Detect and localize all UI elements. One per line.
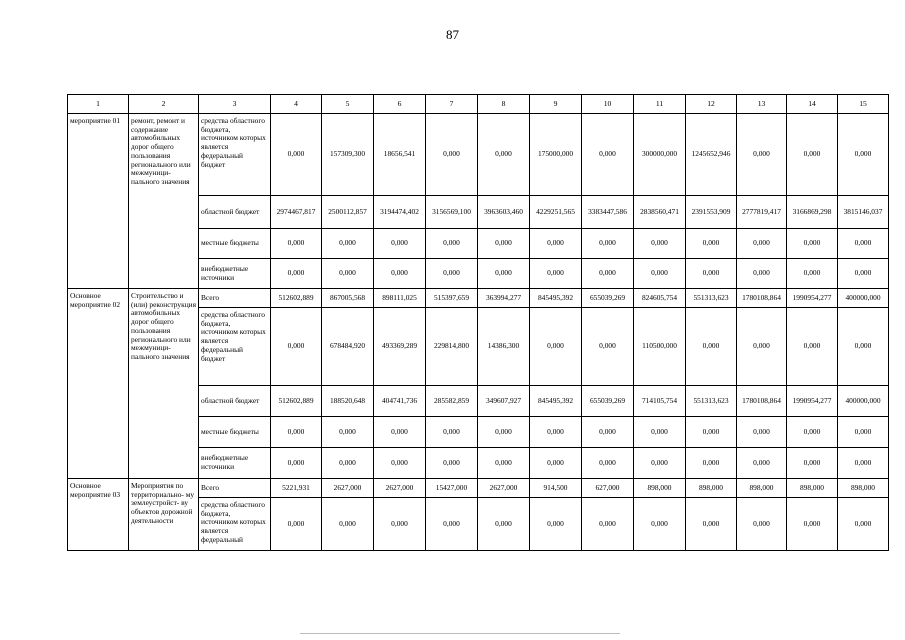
header-cell: 9: [530, 95, 582, 114]
value-cell: 0,000: [322, 498, 374, 551]
value-cell: 0,000: [737, 114, 787, 196]
value-cell: 512602,889: [271, 289, 322, 308]
value-cell: 867005,568: [322, 289, 374, 308]
value-cell: 551313,623: [686, 289, 737, 308]
value-cell: 1990954,277: [787, 289, 838, 308]
value-cell: 0,000: [478, 448, 530, 479]
value-cell: 188520,648: [322, 386, 374, 417]
value-cell: 4229251,565: [530, 196, 582, 229]
value-cell: 0,000: [787, 114, 838, 196]
value-cell: 14386,300: [478, 308, 530, 386]
value-cell: 0,000: [271, 498, 322, 551]
value-cell: 0,000: [838, 114, 889, 196]
value-cell: 0,000: [426, 259, 478, 289]
value-cell: 0,000: [374, 229, 426, 259]
value-cell: 0,000: [271, 448, 322, 479]
header-cell: 14: [787, 95, 838, 114]
value-cell: 0,000: [634, 259, 686, 289]
value-cell: 0,000: [838, 259, 889, 289]
value-cell: 0,000: [478, 229, 530, 259]
activity-name: Основное мероприятие 03: [68, 479, 129, 551]
value-cell: 0,000: [737, 259, 787, 289]
value-cell: 349607,927: [478, 386, 530, 417]
funding-source: Всего: [199, 479, 271, 498]
value-cell: 0,000: [686, 229, 737, 259]
header-cell: 7: [426, 95, 478, 114]
value-cell: 0,000: [787, 308, 838, 386]
value-cell: 285582,859: [426, 386, 478, 417]
value-cell: 0,000: [787, 417, 838, 448]
activity-description: Строительство и (или) реконструкция автомобильных дорог общего пользования регионального или межмуници- пального значения: [129, 289, 199, 479]
value-cell: 0,000: [478, 259, 530, 289]
value-cell: 18656,541: [374, 114, 426, 196]
funding-source: местные бюджеты: [199, 229, 271, 259]
value-cell: 627,000: [582, 479, 634, 498]
funding-source: внебюджетные источники: [199, 259, 271, 289]
value-cell: 0,000: [530, 448, 582, 479]
value-cell: 0,000: [530, 417, 582, 448]
header-cell: 13: [737, 95, 787, 114]
value-cell: 898,000: [737, 479, 787, 498]
value-cell: 0,000: [582, 229, 634, 259]
value-cell: 898,000: [686, 479, 737, 498]
funding-source: средства областного бюджета, источником которых является федеральный бюджет: [199, 114, 271, 196]
value-cell: 0,000: [838, 448, 889, 479]
value-cell: 0,000: [634, 229, 686, 259]
value-cell: 400000,000: [838, 386, 889, 417]
value-cell: 0,000: [787, 259, 838, 289]
activity-description: ремонт, ремонт и содержание автомобильных дорог общего пользования регионального или межмуници- пального значения: [129, 114, 199, 289]
funding-source: внебюджетные источники: [199, 448, 271, 479]
value-cell: 2777819,417: [737, 196, 787, 229]
value-cell: 15427,000: [426, 479, 478, 498]
value-cell: 0,000: [374, 498, 426, 551]
value-cell: 0,000: [838, 308, 889, 386]
header-cell: 10: [582, 95, 634, 114]
value-cell: 0,000: [271, 417, 322, 448]
value-cell: 0,000: [374, 417, 426, 448]
value-cell: 0,000: [787, 448, 838, 479]
value-cell: 3166869,298: [787, 196, 838, 229]
value-cell: 0,000: [530, 229, 582, 259]
header-cell: 5: [322, 95, 374, 114]
value-cell: 0,000: [530, 259, 582, 289]
table-row: [68, 479, 889, 498]
value-cell: 0,000: [582, 114, 634, 196]
value-cell: 175000,000: [530, 114, 582, 196]
funding-source: областной бюджет: [199, 196, 271, 229]
value-cell: 0,000: [582, 259, 634, 289]
value-cell: 0,000: [634, 417, 686, 448]
value-cell: 0,000: [737, 229, 787, 259]
funding-source: средства областного бюджета, источником которых является федеральный бюджет: [199, 308, 271, 386]
value-cell: 0,000: [322, 417, 374, 448]
value-cell: 0,000: [582, 498, 634, 551]
value-cell: 515397,659: [426, 289, 478, 308]
funding-source: Всего: [199, 289, 271, 308]
value-cell: 400000,000: [838, 289, 889, 308]
table-row: [68, 114, 889, 196]
value-cell: 0,000: [530, 308, 582, 386]
header-cell: 8: [478, 95, 530, 114]
value-cell: 0,000: [686, 448, 737, 479]
value-cell: 1780108,864: [737, 289, 787, 308]
value-cell: 3156569,100: [426, 196, 478, 229]
scan-artifact-line: [300, 633, 620, 634]
value-cell: 0,000: [271, 114, 322, 196]
value-cell: 0,000: [426, 229, 478, 259]
value-cell: 0,000: [271, 259, 322, 289]
value-cell: 678484,920: [322, 308, 374, 386]
budget-table: [67, 94, 889, 551]
value-cell: 0,000: [838, 229, 889, 259]
funding-source: средства областного бюджета, источником которых является федеральный: [199, 498, 271, 551]
value-cell: 0,000: [582, 308, 634, 386]
value-cell: 845495,392: [530, 289, 582, 308]
header-cell: 12: [686, 95, 737, 114]
value-cell: 0,000: [374, 448, 426, 479]
value-cell: 898,000: [787, 479, 838, 498]
value-cell: 0,000: [686, 259, 737, 289]
value-cell: 0,000: [374, 259, 426, 289]
value-cell: 0,000: [271, 229, 322, 259]
value-cell: 2391553,909: [686, 196, 737, 229]
value-cell: 0,000: [686, 498, 737, 551]
value-cell: 0,000: [478, 114, 530, 196]
value-cell: 0,000: [530, 498, 582, 551]
value-cell: 0,000: [322, 259, 374, 289]
value-cell: 898,000: [634, 479, 686, 498]
value-cell: 3194474,402: [374, 196, 426, 229]
value-cell: 3383447,586: [582, 196, 634, 229]
value-cell: 0,000: [737, 498, 787, 551]
activity-name: мероприятие 01: [68, 114, 129, 289]
header-cell: 2: [129, 95, 199, 114]
value-cell: 0,000: [737, 308, 787, 386]
value-cell: 0,000: [737, 448, 787, 479]
header-cell: 1: [68, 95, 129, 114]
value-cell: 5221,931: [271, 479, 322, 498]
value-cell: 0,000: [737, 417, 787, 448]
value-cell: 2627,000: [478, 479, 530, 498]
value-cell: 363994,277: [478, 289, 530, 308]
value-cell: 404741,736: [374, 386, 426, 417]
header-cell: 4: [271, 95, 322, 114]
value-cell: 1245652,946: [686, 114, 737, 196]
value-cell: 655039,269: [582, 289, 634, 308]
value-cell: 2627,000: [374, 479, 426, 498]
page-number: 87: [446, 27, 459, 42]
value-cell: 0,000: [426, 498, 478, 551]
value-cell: 0,000: [478, 498, 530, 551]
table-row: [68, 289, 889, 308]
value-cell: 3963603,460: [478, 196, 530, 229]
value-cell: 157309,300: [322, 114, 374, 196]
header-cell: 3: [199, 95, 271, 114]
value-cell: 2974467,817: [271, 196, 322, 229]
value-cell: 0,000: [787, 498, 838, 551]
value-cell: 0,000: [634, 498, 686, 551]
value-cell: 0,000: [787, 229, 838, 259]
value-cell: 714105,754: [634, 386, 686, 417]
header-row: [68, 95, 889, 114]
value-cell: 824605,754: [634, 289, 686, 308]
value-cell: 898,000: [838, 479, 889, 498]
value-cell: 493369,289: [374, 308, 426, 386]
value-cell: 0,000: [838, 498, 889, 551]
value-cell: 551313,623: [686, 386, 737, 417]
value-cell: 0,000: [322, 448, 374, 479]
value-cell: 2500112,857: [322, 196, 374, 229]
header-cell: 15: [838, 95, 889, 114]
value-cell: 0,000: [634, 448, 686, 479]
value-cell: 300000,000: [634, 114, 686, 196]
value-cell: 845495,392: [530, 386, 582, 417]
value-cell: 0,000: [426, 417, 478, 448]
activity-description: Мероприятия по территориально- му землеустройст- ву объектов дорожной деятельности: [129, 479, 199, 551]
funding-source: местные бюджеты: [199, 417, 271, 448]
value-cell: 0,000: [838, 417, 889, 448]
value-cell: 0,000: [478, 417, 530, 448]
funding-source: областной бюджет: [199, 386, 271, 417]
value-cell: 0,000: [582, 448, 634, 479]
value-cell: 229814,800: [426, 308, 478, 386]
activity-name: Основное мероприятие 02: [68, 289, 129, 479]
value-cell: 0,000: [582, 417, 634, 448]
value-cell: 3815146,037: [838, 196, 889, 229]
value-cell: 1780108,864: [737, 386, 787, 417]
header-cell: 11: [634, 95, 686, 114]
value-cell: 2627,000: [322, 479, 374, 498]
value-cell: 1990954,277: [787, 386, 838, 417]
value-cell: 655039,269: [582, 386, 634, 417]
value-cell: 914,500: [530, 479, 582, 498]
value-cell: 0,000: [426, 448, 478, 479]
value-cell: 2838560,471: [634, 196, 686, 229]
value-cell: 0,000: [322, 229, 374, 259]
value-cell: 898111,025: [374, 289, 426, 308]
value-cell: 0,000: [426, 114, 478, 196]
value-cell: 0,000: [686, 308, 737, 386]
header-cell: 6: [374, 95, 426, 114]
value-cell: 0,000: [271, 308, 322, 386]
value-cell: 0,000: [686, 417, 737, 448]
value-cell: 512602,889: [271, 386, 322, 417]
value-cell: 110500,000: [634, 308, 686, 386]
